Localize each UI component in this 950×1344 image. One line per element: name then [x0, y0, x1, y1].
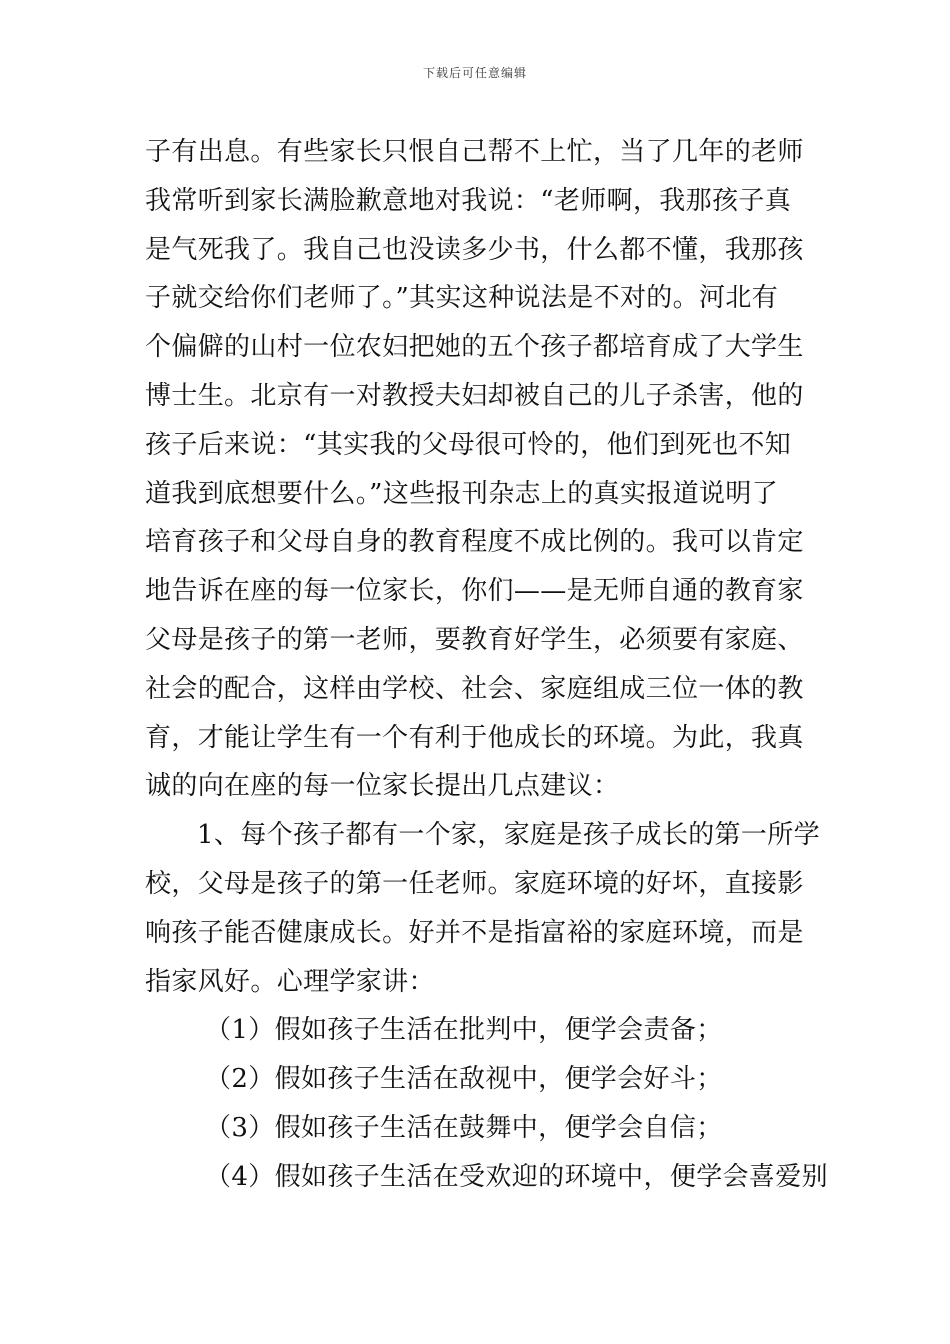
text-line: 子就交给你们老师了。”其实这种说法是不对的。河北有	[145, 283, 779, 314]
text-line: 培育孩子和父母自身的教育程度不成比例的。我可以肯定	[145, 527, 804, 558]
text-line: 地告诉在座的每一位家长，你们——是无师自通的教育家	[145, 576, 804, 607]
text-line: 育，才能让学生有一个有利于他成长的环境。为此，我真	[145, 722, 804, 753]
text-line: 校，父母是孩子的第一任老师。家庭环境的好坏，直接影	[145, 868, 804, 899]
list-item: （3）假如孩子生活在鼓舞中，便学会自信；	[205, 1112, 723, 1143]
text-line: 响孩子能否健康成长。好并不是指富裕的家庭环境，而是	[145, 917, 804, 948]
text-line: 子有出息。有些家长只恨自己帮不上忙，当了几年的老师	[145, 137, 804, 167]
text-line: 社会的配合，这样由学校、社会、家庭组成三位一体的教	[145, 673, 804, 704]
text-line: 诚的向在座的每一位家长提出几点建议：	[145, 771, 620, 802]
text-line: 博士生。北京有一对教授夫妇却被自己的儿子杀害，他的	[145, 380, 804, 411]
list-item: （2）假如孩子生活在敌视中，便学会好斗；	[205, 1064, 723, 1095]
text-line: 道我到底想要什么。”这些报刊杂志上的真实报道说明了	[145, 478, 779, 509]
text-line: 我常听到家长满脸歉意地对我说：“老师啊，我那孩子真	[145, 185, 792, 216]
text-line: 父母是孩子的第一老师，要教育好学生，必须要有家庭、	[145, 624, 804, 655]
text-line: 个偏僻的山村一位农妇把她的五个孩子都培育成了大学生	[145, 332, 804, 363]
text-line: 指家风好。心理学家讲：	[145, 966, 435, 997]
page-header-note: 下载后可任意编辑	[422, 66, 527, 80]
list-item: （4）假如孩子生活在受欢迎的环境中，便学会喜爱别	[205, 1161, 828, 1192]
text-line: 孩子后来说：“其实我的父母很可怜的，他们到死也不知	[145, 429, 792, 460]
text-line: 是气死我了。我自己也没读多少书，什么都不懂，我那孩	[145, 234, 804, 265]
body-text	[145, 128, 828, 1202]
list-item: （1）假如孩子生活在批判中，便学会责备；	[205, 1015, 723, 1046]
paragraph-start-line: 1、每个孩子都有一个家，家庭是孩子成长的第一所学	[197, 820, 820, 851]
